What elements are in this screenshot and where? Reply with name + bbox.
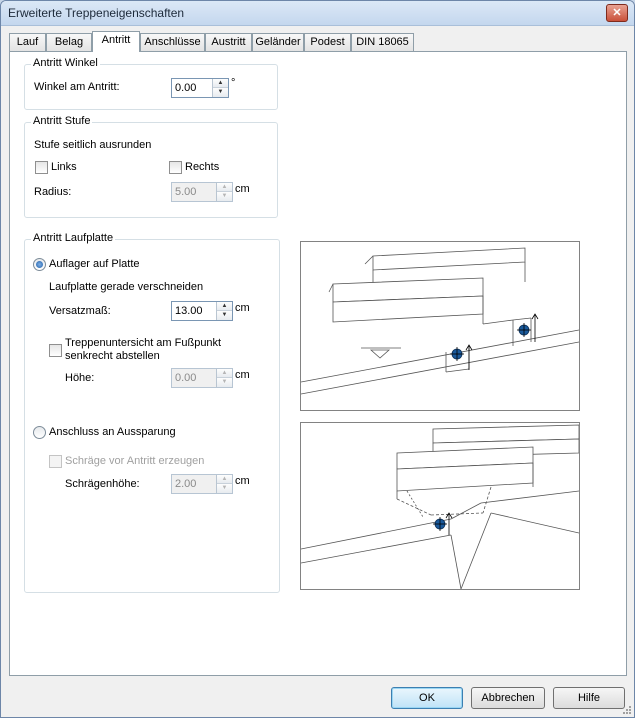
tab-din-18065[interactable]: DIN 18065 xyxy=(351,33,414,51)
tab-lauf[interactable]: Lauf xyxy=(9,33,46,51)
schraege-label[interactable]: Schräge vor Antritt erzeugen xyxy=(65,455,205,467)
winkel-spinner-arrows xyxy=(212,79,228,97)
spin-up-icon[interactable]: ▲ xyxy=(217,302,232,311)
help-button[interactable]: Hilfe xyxy=(553,687,625,709)
auflager-radio[interactable] xyxy=(33,258,46,271)
tab-anschluesse[interactable]: Anschlüsse xyxy=(140,33,205,51)
verschneiden-label: Laufplatte gerade verschneiden xyxy=(49,281,204,293)
tab-austritt[interactable]: Austritt xyxy=(205,33,252,51)
stair-auflager-drawing xyxy=(301,242,579,410)
group-antritt-laufplatte xyxy=(24,232,280,593)
resize-grip-icon[interactable] xyxy=(622,705,632,715)
spin-down-icon[interactable]: ▼ xyxy=(217,378,232,387)
radius-label: Radius: xyxy=(34,186,72,198)
spin-up-icon[interactable]: ▲ xyxy=(213,79,228,88)
preview-auflager-image xyxy=(300,241,580,411)
title-bar[interactable] xyxy=(1,1,634,26)
spin-up-icon[interactable]: ▲ xyxy=(217,475,232,484)
group-legend: Antritt Winkel xyxy=(33,57,98,69)
versatz-unit: cm xyxy=(235,302,250,314)
hoehe-spinner[interactable] xyxy=(171,368,233,388)
winkel-spinner[interactable] xyxy=(171,78,229,98)
untersicht-label-line1[interactable]: Treppenuntersicht am Fußpunkt xyxy=(65,337,222,349)
tab-belag[interactable]: Belag xyxy=(46,33,92,51)
rechts-label[interactable]: Rechts xyxy=(185,161,220,173)
untersicht-label-line2[interactable]: senkrecht abstellen xyxy=(65,350,160,362)
versatz-spinner-arrows xyxy=(216,302,232,320)
spin-up-icon[interactable]: ▲ xyxy=(217,183,232,192)
winkel-label: Winkel am Antritt: xyxy=(34,81,120,93)
stufe-subtitle: Stufe seitlich ausrunden xyxy=(34,139,152,151)
hoehe-label: Höhe: xyxy=(65,372,95,384)
rechts-checkbox[interactable] xyxy=(169,161,182,174)
versatz-spinner[interactable] xyxy=(171,301,233,321)
window-title: Erweiterte Treppeneigenschaften xyxy=(8,6,185,20)
spin-down-icon[interactable]: ▼ xyxy=(213,88,228,97)
hoehe-input[interactable] xyxy=(172,369,216,387)
ok-button[interactable]: OK xyxy=(391,687,463,709)
hoehe-spinner-arrows xyxy=(216,369,232,387)
cancel-button[interactable]: Abbrechen xyxy=(471,687,545,709)
links-label[interactable]: Links xyxy=(51,161,77,173)
tab-panel-antritt xyxy=(9,51,627,676)
aussparung-label[interactable]: Anschluss an Aussparung xyxy=(49,426,176,438)
group-legend: Antritt Stufe xyxy=(33,115,91,127)
tab-gelaender[interactable]: Geländer xyxy=(252,33,304,51)
schraegenhoehe-unit: cm xyxy=(235,475,250,487)
schraegenhoehe-label: Schrägenhöhe: xyxy=(65,478,140,490)
radio-selected-dot xyxy=(36,261,43,268)
crosshair-marker-icon xyxy=(517,323,531,337)
winkel-input[interactable] xyxy=(172,79,212,97)
schraege-checkbox[interactable] xyxy=(49,455,62,468)
spin-down-icon[interactable]: ▼ xyxy=(217,192,232,201)
spin-down-icon[interactable]: ▼ xyxy=(217,484,232,493)
schraegenhoehe-spinner-arrows xyxy=(216,475,232,493)
group-antritt-winkel xyxy=(24,57,278,110)
spin-down-icon[interactable]: ▼ xyxy=(217,311,232,320)
aussparung-radio[interactable] xyxy=(33,426,46,439)
crosshair-marker-icon xyxy=(433,517,447,531)
radius-input[interactable] xyxy=(172,183,216,201)
stair-aussparung-drawing xyxy=(301,423,579,589)
preview-aussparung-image xyxy=(300,422,580,590)
radius-unit: cm xyxy=(235,183,250,195)
crosshair-marker-icon xyxy=(450,347,464,361)
close-button[interactable]: ✕ xyxy=(606,4,628,22)
tab-podest[interactable]: Podest xyxy=(304,33,351,51)
radius-spinner[interactable] xyxy=(171,182,233,202)
versatz-input[interactable] xyxy=(172,302,216,320)
tab-antritt[interactable]: Antritt xyxy=(92,31,140,52)
auflager-label[interactable]: Auflager auf Platte xyxy=(49,258,140,270)
hoehe-unit: cm xyxy=(235,369,250,381)
radius-spinner-arrows xyxy=(216,183,232,201)
untersicht-checkbox[interactable] xyxy=(49,344,62,357)
winkel-unit: ° xyxy=(231,77,236,89)
group-legend: Antritt Laufplatte xyxy=(33,232,114,244)
spin-up-icon[interactable]: ▲ xyxy=(217,369,232,378)
group-antritt-stufe xyxy=(24,115,278,218)
schraegenhoehe-input[interactable] xyxy=(172,475,216,493)
schraegenhoehe-spinner[interactable] xyxy=(171,474,233,494)
versatz-label: Versatzmaß: xyxy=(49,305,111,317)
links-checkbox[interactable] xyxy=(35,161,48,174)
